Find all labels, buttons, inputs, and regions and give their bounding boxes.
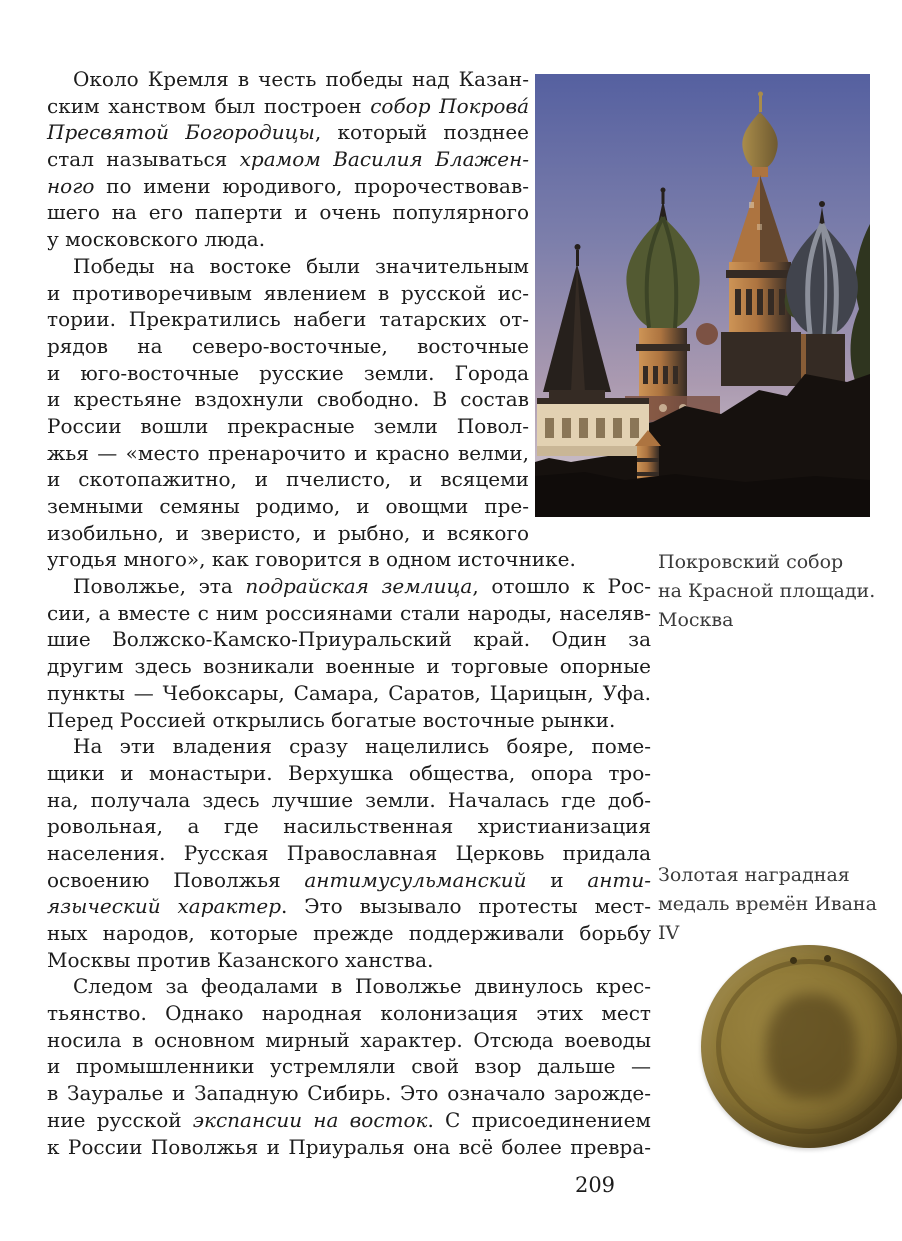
text-line: Победы на востоке были значительным	[73, 253, 529, 278]
text-line: жья — «место пренарочито и красно велми,	[47, 440, 529, 465]
text-line: населения. Русская Православная Церковь придала	[47, 840, 651, 865]
paragraph-4	[47, 733, 651, 973]
dark-foreground	[535, 472, 870, 517]
text-line: шие Волжско-Камско-Приуральский край. Один за	[47, 627, 651, 652]
text-line: шего на его паперти и очень популярного	[47, 200, 529, 225]
text-line: Поволжье, эта подрайская землица, отошло к Рос-	[73, 574, 651, 599]
text-line: и крестьяне вздохнули свободно. В состав	[47, 387, 529, 412]
text-line: изобильно, и зверисто, и рыбно, и всякого	[47, 520, 529, 545]
caption-line: Золотая наградная	[658, 864, 850, 886]
text-line: ским ханством был построен собор Покрова́	[47, 93, 530, 118]
text-line: Москвы против Казанского ханства.	[47, 947, 434, 972]
medal-caption	[658, 861, 890, 948]
text-line: На эти владения сразу нацелились бояре, поме-	[73, 734, 651, 759]
text-line: языческий характер. Это вызывало протесты мест-	[47, 894, 651, 919]
medal-eagle-relief	[766, 994, 857, 1100]
text-line: другим здесь возникали военные и торговые опорные	[47, 654, 651, 679]
text-line: и скотопажитно, и пчелисто, и всяцеми	[47, 467, 529, 492]
text-line: и промышленники устремляли свой взор дальше —	[47, 1054, 651, 1079]
medal-hole	[790, 957, 797, 964]
cathedral-photo	[535, 74, 870, 517]
text-line: пункты — Чебоксары, Самара, Саратов, Царицын, Уфа.	[47, 680, 651, 705]
text-line: ровольная, а где насильственная христианизация	[47, 814, 651, 839]
text-line: тории. Прекратились набеги татарских от-	[47, 307, 529, 332]
text-line: на, получала здесь лучшие земли. Началась где доб-	[47, 787, 651, 812]
text-line: Пресвятой Богородицы, который позднее	[47, 120, 529, 145]
article-column	[47, 66, 651, 1160]
text-line: угодья много», как говорится в одном источнике.	[47, 547, 576, 572]
caption-line: на Красной площади.	[658, 580, 876, 602]
text-line: щики и монастыри. Верхушка общества, опора тро-	[47, 760, 651, 785]
text-line: освоению Поволжья антимусульманский и анти-	[47, 867, 652, 892]
text-line: и юго-восточные русские земли. Города	[47, 360, 529, 385]
text-line: к России Поволжья и Приуралья она всё более превра-	[47, 1134, 651, 1159]
text-line: в Зауралье и Западную Сибирь. Это означало зарожде-	[47, 1081, 651, 1106]
caption-line: Покровский собор	[658, 551, 844, 573]
text-line: тьянство. Однако народная колонизация этих мест	[47, 1001, 651, 1026]
caption-line: медаль времён Ивана IV	[658, 893, 877, 944]
text-line: ных народов, которые прежде поддерживали борьбу	[47, 921, 651, 945]
text-line: России вошли прекрасные земли Повол-	[47, 413, 529, 438]
text-line: сии, а вместе с ним россиянами стали народы, населяв-	[47, 600, 651, 625]
paragraph-5	[47, 973, 651, 1160]
cathedral-caption	[658, 548, 890, 635]
text-line: у московского люда.	[47, 227, 266, 252]
text-line: Около Кремля в честь победы над Казан-	[73, 67, 529, 91]
text-line: Следом за феодалами в Поволжье двинулось крес-	[73, 974, 651, 999]
text-line: Перед Россией открылись богатые восточные рынки.	[47, 707, 616, 732]
text-line: носила в основном мирный характер. Отсюда воеводы	[47, 1027, 651, 1052]
text-line: и противоречивым явлением в русской ис-	[47, 280, 529, 305]
medal-image	[701, 945, 902, 1148]
cathedral-photo-illustration	[535, 74, 870, 517]
text-line: ние русской экспансии на восток. С присоединением	[47, 1107, 651, 1132]
text-line: ного по имени юродивого, пророчествовав-	[47, 173, 529, 198]
text-line: земными семяны родимо, и овощми пре-	[47, 494, 529, 518]
caption-line: Москва	[658, 609, 734, 631]
paragraph-3	[47, 573, 651, 733]
page-number: 209	[574, 1173, 616, 1197]
text-line: рядов на северо-восточные, восточные	[47, 333, 529, 358]
medal-figure	[701, 945, 902, 1148]
text-line: стал называться храмом Василия Блажен-	[47, 147, 529, 172]
